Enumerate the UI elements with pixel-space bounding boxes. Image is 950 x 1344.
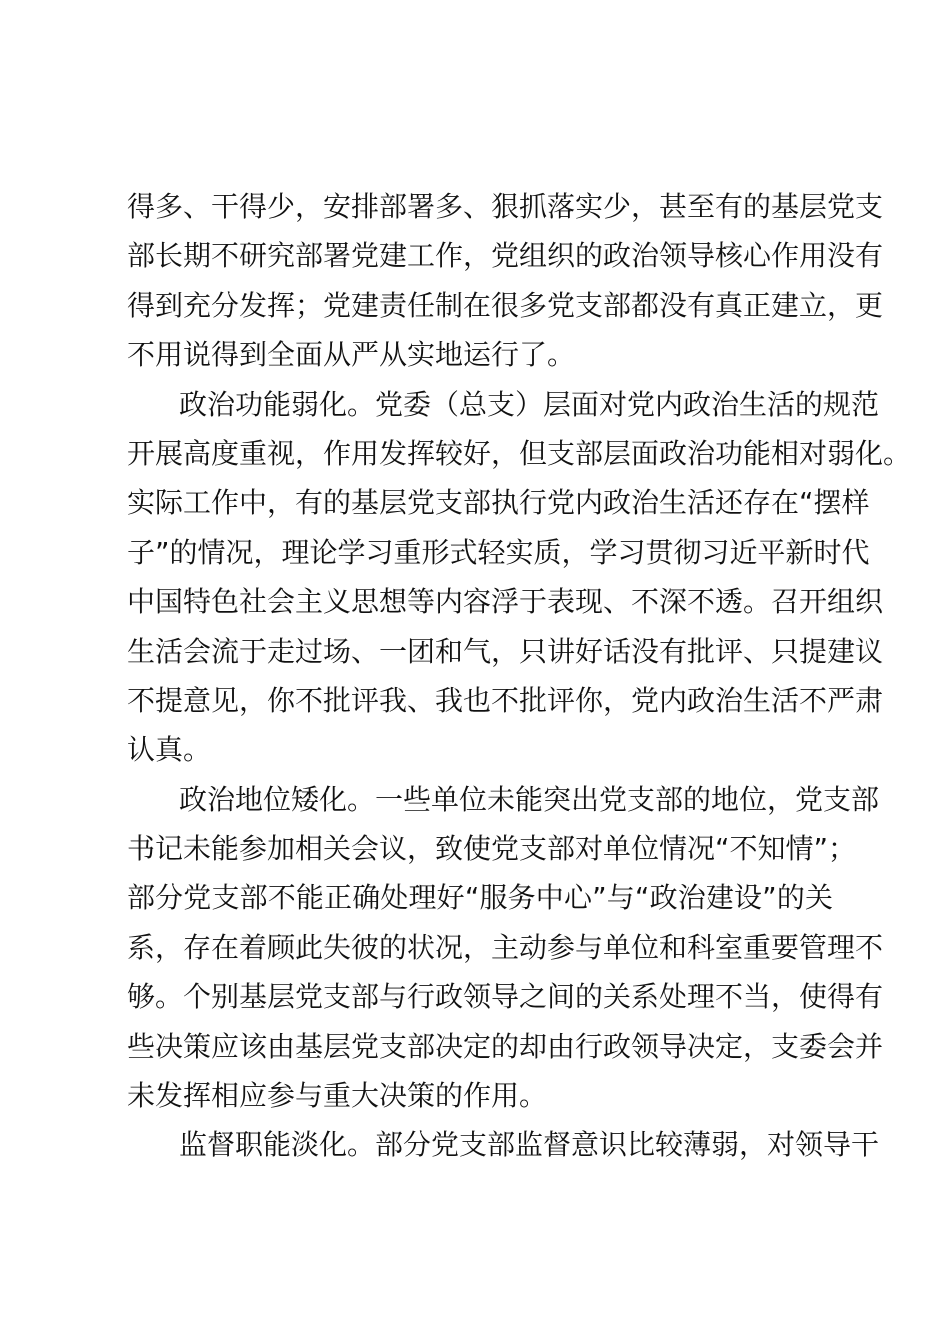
text-line: 得多、干得少，安排部署多、狠抓落实少，甚至有的基层党支 (127, 190, 884, 223)
text-line: 部长期不研究部署党建工作，党组织的政治领导核心作用没有 (127, 239, 884, 273)
text-line: 中国特色社会主义思想等内容浮于表现、不深不透。召开组织 (127, 585, 884, 619)
text-line: 生活会流于走过场、一团和气，只讲好话没有批评、只提建议 (127, 634, 884, 668)
text-line: 不提意见，你不批评我、我也不批评你，党内政治生活不严肃 (127, 683, 884, 717)
paragraph-first-line: 监督职能淡化。部分党支部监督意识比较薄弱，对领导干 (179, 1128, 880, 1162)
text-line: 不用说得到全面从严从实地运行了。 (127, 338, 576, 372)
text-line: 部分党支部不能正确处理好“服务中心”与“政治建设”的关 (127, 881, 833, 915)
text-line: 未发挥相应参与重大决策的作用。 (127, 1079, 548, 1113)
paragraph-first-line: 政治功能弱化。党委（总支）层面对党内政治生活的规范 (179, 387, 880, 421)
text-line: 实际工作中，有的基层党支部执行党内政治生活还存在“摆样 (127, 486, 870, 520)
paragraph-first-line: 政治地位矮化。一些单位未能突出党支部的地位，党支部 (179, 782, 880, 816)
text-line: 开展高度重视，作用发挥较好，但支部层面政治功能相对弱化。 (127, 436, 912, 470)
text-line: 些决策应该由基层党支部决定的却由行政领导决定，支委会并 (127, 1029, 884, 1063)
document-body (127, 182, 912, 1170)
text-line: 子”的情况，理论学习重形式轻实质，学习贯彻习近平新时代 (127, 535, 870, 569)
text-line: 得到充分发挥；党建责任制在很多党支部都没有真正建立，更 (127, 288, 884, 322)
text-line: 够。个别基层党支部与行政领导之间的关系处理不当，使得有 (127, 980, 884, 1014)
text-line: 书记未能参加相关会议，致使党支部对单位情况“不知情”； (127, 832, 857, 866)
text-line: 认真。 (127, 733, 212, 767)
text-line: 系，存在着顾此失彼的状况，主动参与单位和科室重要管理不 (127, 930, 884, 964)
